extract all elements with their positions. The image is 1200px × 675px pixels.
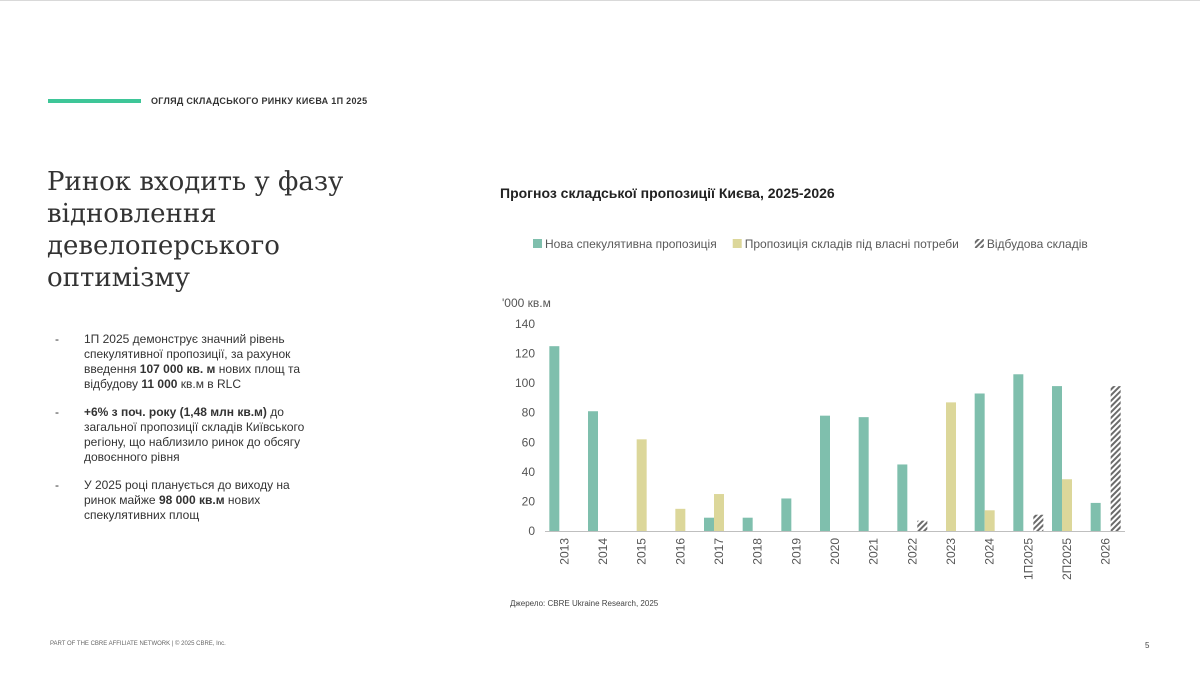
x-tick-label: 2022 xyxy=(905,538,920,565)
x-tick-label: 2024 xyxy=(982,538,997,565)
bullet-dash: - xyxy=(55,405,59,419)
bar-owner-occupied xyxy=(985,510,995,531)
bar-speculative xyxy=(1013,374,1023,531)
bullet-text: У 2025 році планується до виходу на ринок майже xyxy=(84,478,290,507)
bullet-text-bold: 98 000 кв.м xyxy=(158,493,225,507)
bar-speculative xyxy=(1091,503,1101,531)
bullet-text: нових спекулятивних площ xyxy=(84,493,261,522)
y-tick-label: 100 xyxy=(514,376,535,391)
y-tick-label: 120 xyxy=(514,346,535,361)
bullet-text-bold: 107 000 кв. м xyxy=(139,362,216,376)
section-title: ОГЛЯД СКЛАДСЬКОГО РИНКУ КИЄВА 1П 2025 xyxy=(151,96,368,106)
bar-speculative xyxy=(781,498,791,531)
bar-owner-occupied xyxy=(714,494,724,531)
bullet-text: до загальної пропозиції складів Київського регіону, що наблизило ринок до обсягу довоєнного рівня xyxy=(84,405,305,464)
x-tick-label: 2023 xyxy=(944,538,958,565)
legend-label: Нова спекулятивна пропозиція xyxy=(545,237,717,251)
legend-label: Відбудова складів xyxy=(986,237,1088,251)
bar-speculative xyxy=(549,346,559,531)
bar-speculative xyxy=(859,417,869,531)
legend-swatch xyxy=(733,239,742,248)
x-tick-label: 2015 xyxy=(634,538,649,565)
bullet-text-bold: +6% з поч. року (1,48 млн кв.м) xyxy=(84,405,267,419)
bar-speculative xyxy=(1052,386,1062,531)
x-tick-label: 2020 xyxy=(828,538,842,565)
legend-swatch xyxy=(533,239,542,248)
bar-owner-occupied xyxy=(675,509,685,531)
bar-speculative xyxy=(820,416,830,531)
x-tick-label: 2016 xyxy=(673,538,688,565)
y-tick-label: 80 xyxy=(521,405,535,420)
legend-label: Пропозиція складів під власні потреби xyxy=(744,237,959,251)
bar-reconstruction xyxy=(1111,386,1121,531)
x-tick-label: 2019 xyxy=(789,538,804,565)
bar-speculative xyxy=(588,411,598,531)
bar-speculative xyxy=(975,393,985,531)
y-tick-label: 20 xyxy=(521,494,535,509)
y-tick-label: 0 xyxy=(528,524,535,538)
bar-speculative xyxy=(704,518,714,531)
y-tick-label: 140 xyxy=(514,317,535,331)
chart-title: Прогноз складської пропозиції Києва, 2025-2026 xyxy=(500,185,835,201)
bullet-text: 1П 2025 демонструє значний рівень спекулятивної пропозиції, за рахунок введення xyxy=(84,332,291,376)
x-tick-label: 1П2025 xyxy=(1021,538,1036,580)
x-tick-label: 2014 xyxy=(596,538,610,565)
y-tick-label: 60 xyxy=(521,435,535,450)
x-tick-label: 2021 xyxy=(866,538,881,565)
bar-reconstruction xyxy=(1033,515,1043,531)
bullet-dash: - xyxy=(55,332,59,346)
bar-speculative xyxy=(897,464,907,531)
bar-speculative xyxy=(743,518,753,531)
x-tick-label: 2017 xyxy=(712,538,726,565)
legend-swatch xyxy=(975,239,984,248)
source-note: Джерело: CBRE Ukraine Research, 2025 xyxy=(510,599,659,608)
bullet-text: кв.м в RLC xyxy=(177,377,242,391)
page-number: 5 xyxy=(1145,641,1150,650)
bullet-dash: - xyxy=(55,478,59,492)
bar-owner-occupied xyxy=(637,439,647,531)
x-tick-label: 2018 xyxy=(750,538,765,565)
x-tick-label: 2П2025 xyxy=(1060,538,1074,580)
footer-text: PART OF THE CBRE AFFILIATE NETWORK | © 2025 CBRE, Inc. xyxy=(50,641,226,647)
x-tick-label: 2013 xyxy=(557,538,572,565)
y-tick-label: 40 xyxy=(521,464,535,479)
bar-owner-occupied xyxy=(1062,479,1072,531)
bar-reconstruction xyxy=(917,521,927,531)
x-tick-label: 2026 xyxy=(1098,538,1113,565)
y-axis-unit-label: '000 кв.м xyxy=(502,296,551,310)
bullet-text-bold: 11 000 xyxy=(141,377,178,391)
bar-owner-occupied xyxy=(946,402,956,531)
bullet-text: нових площ та відбудову xyxy=(84,362,301,391)
page-headline: Ринок входить у фазу відновлення девелоперського оптимізму xyxy=(47,167,344,293)
